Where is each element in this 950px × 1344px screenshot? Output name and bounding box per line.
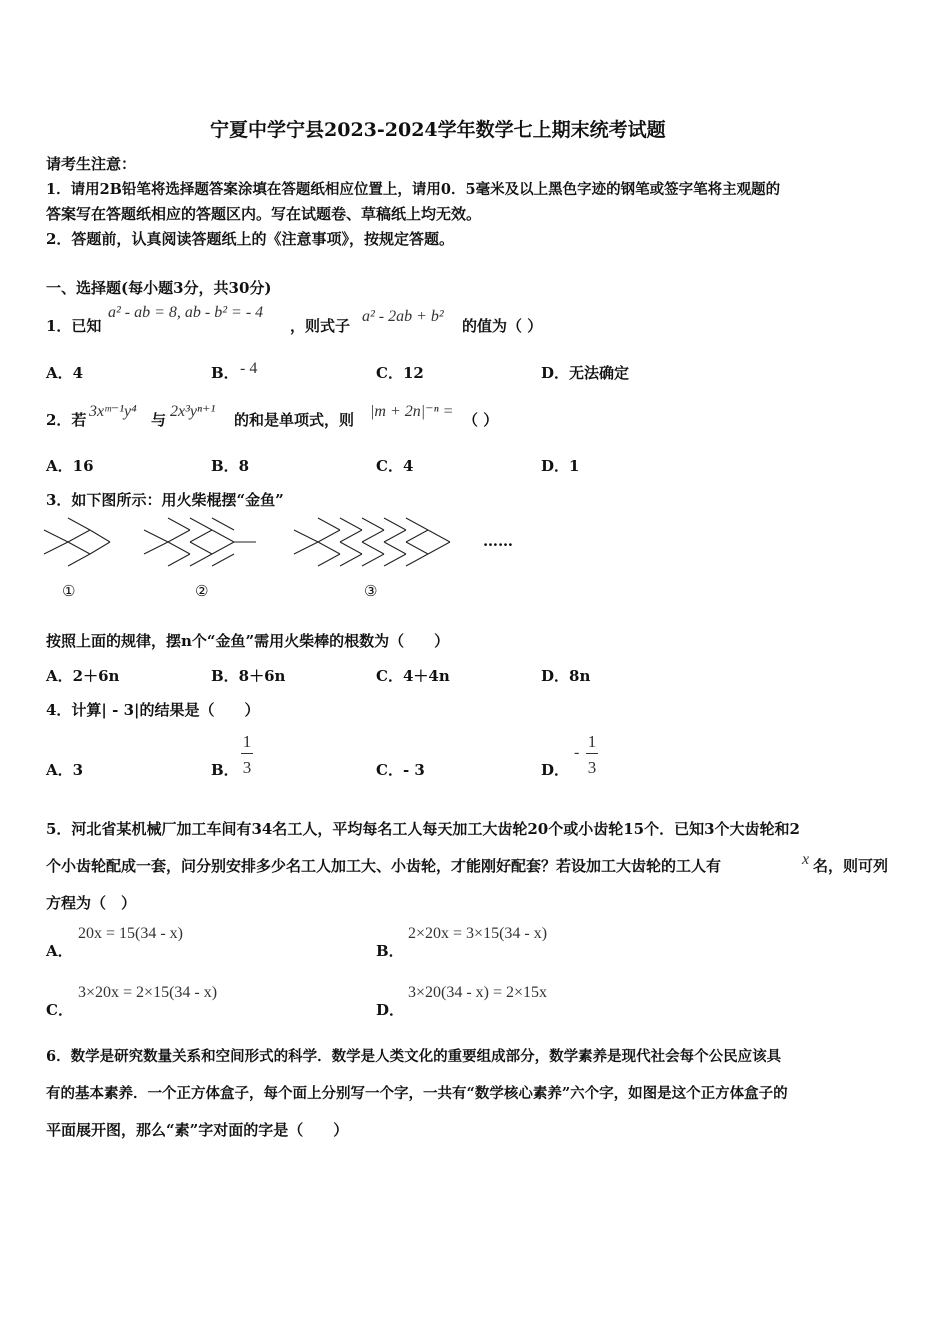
q1-option-b-value: - 4	[240, 360, 258, 377]
q2-expression: |m + 2n|⁻ⁿ =	[370, 403, 454, 420]
q4-b-denominator: 3	[242, 758, 252, 777]
notice-line1-cont: 答案写在答题纸相应的答题区内。写在试题卷、草稿纸上均无效。	[46, 205, 482, 223]
figure-label-3: ③	[364, 582, 378, 600]
section-heading: 一、选择题(每小题3分，共30分)	[46, 279, 272, 297]
q1-option-d[interactable]: D．无法确定	[541, 364, 630, 382]
figure-3	[294, 518, 450, 566]
page-title: 宁夏中学宁县2023-2024学年数学七上期末统考试题	[210, 119, 666, 141]
q4-stem: 4．计算| - 3|的结果是（ ）	[46, 701, 260, 719]
q3-option-b[interactable]: B．8＋6n	[211, 667, 286, 685]
q2-option-c[interactable]: C．4	[376, 457, 414, 475]
q4-d-fraction-bar	[586, 753, 598, 754]
q3-stem: 3．如下图所示：用火柴棍摆“金鱼”	[46, 491, 284, 509]
q6-line3: 平面展开图，那么“素”字对面的字是（ ）	[46, 1121, 349, 1139]
q4-b-fraction-bar	[241, 753, 253, 754]
q2-suffix: （ ）	[463, 411, 499, 429]
q1-option-b-label: B．	[211, 364, 239, 382]
q5-line3: 方程为（ ）	[46, 894, 137, 912]
q5-line1: 5．河北省某机械厂加工车间有34名工人，平均每名工人每天加工大齿轮20个或小齿轮15个．已知3个大齿轮和2	[46, 820, 800, 838]
q2-prefix: 2．若	[46, 411, 87, 429]
q3-question: 按照上面的规律，摆n个“金鱼”需用火柴棒的根数为（ ）	[46, 632, 450, 650]
q5-option-b-label: B．	[376, 942, 404, 960]
q5-option-d-equation: 3×20(34 - x) = 2×15x	[408, 984, 548, 1001]
q1-expression: a² - 2ab + b²	[362, 308, 444, 325]
q2-option-d[interactable]: D．1	[541, 457, 580, 475]
figure-1	[44, 518, 110, 566]
notice-line2: 2．答题前，认真阅读答题纸上的《注意事项》，按规定答题。	[46, 230, 454, 248]
figure-label-2: ②	[195, 582, 209, 600]
q1-option-a[interactable]: A．4	[46, 364, 84, 382]
q3-option-d[interactable]: D．8n	[541, 667, 591, 685]
q6-line2: 有的基本素养．一个正方体盒子，每个面上分别写一个字，一共有“数学核心素养”六个字，如图是这个正方体盒子的	[46, 1085, 788, 1102]
q4-option-b-label: B．	[211, 761, 239, 779]
q4-b-numerator: 1	[242, 732, 252, 751]
q2-and: 与	[151, 411, 167, 429]
figure-label-1: ①	[62, 582, 76, 600]
q5-option-a-equation: 20x = 15(34 - x)	[78, 925, 184, 942]
q1-suffix: 的值为（ ）	[462, 317, 543, 335]
q5-line2-end: 名，则可列	[813, 857, 889, 875]
q3-option-a[interactable]: A．2＋6n	[46, 667, 120, 685]
q5-option-c-label: C．	[46, 1001, 73, 1019]
q2-option-b[interactable]: B．8	[211, 457, 250, 475]
q1-prefix: 1．已知	[46, 317, 102, 335]
q4-option-c[interactable]: C．- 3	[376, 761, 425, 779]
q4-d-denominator: 3	[587, 758, 597, 777]
q5-option-d-label: D．	[376, 1001, 405, 1019]
q4-d-numerator: 1	[587, 732, 597, 751]
q4-option-a[interactable]: A．3	[46, 761, 84, 779]
q5-option-b-equation: 2×20x = 3×15(34 - x)	[408, 925, 548, 942]
notice-line1: 1．请用2B铅笔将选择题答案涂填在答题纸相应位置上，请用0．5毫米及以上黑色字迹的钢笔或签字笔将主观题的	[46, 181, 781, 198]
notice-heading: 请考生注意：	[46, 155, 137, 173]
q4-d-negative-sign: -	[574, 744, 580, 761]
q2-term1: 3xᵐ⁻¹y⁴	[89, 403, 137, 420]
q5-option-c-equation: 3×20x = 2×15(34 - x)	[78, 984, 218, 1001]
q1-condition: a² - ab = 8, ab - b² = - 4	[108, 304, 264, 321]
q1-mid: ，则式子	[290, 317, 351, 335]
figure-2	[144, 518, 256, 566]
goldfish-pattern	[40, 512, 520, 584]
q3-option-c[interactable]: C．4＋4n	[376, 667, 450, 685]
q4-option-d-label: D．	[541, 761, 570, 779]
q6-line1: 6．数学是研究数量关系和空间形式的科学．数学是人类文化的重要组成部分，数学素养是现代社会每个公民应该具	[46, 1048, 782, 1065]
q3-ellipsis: ……	[483, 532, 513, 550]
q2-option-a[interactable]: A．16	[46, 457, 94, 475]
q2-term2: 2x³yⁿ⁺¹	[170, 403, 216, 420]
q1-option-c[interactable]: C．12	[376, 364, 424, 382]
q5-line2: 个小齿轮配成一套，问分别安排多少名工人加工大、小齿轮，才能刚好配套？若设加工大齿轮的工人有	[46, 857, 722, 875]
q2-mid: 的和是单项式，则	[234, 411, 355, 429]
q5-variable: x	[802, 851, 810, 868]
q5-option-a-label: A．	[46, 942, 73, 960]
